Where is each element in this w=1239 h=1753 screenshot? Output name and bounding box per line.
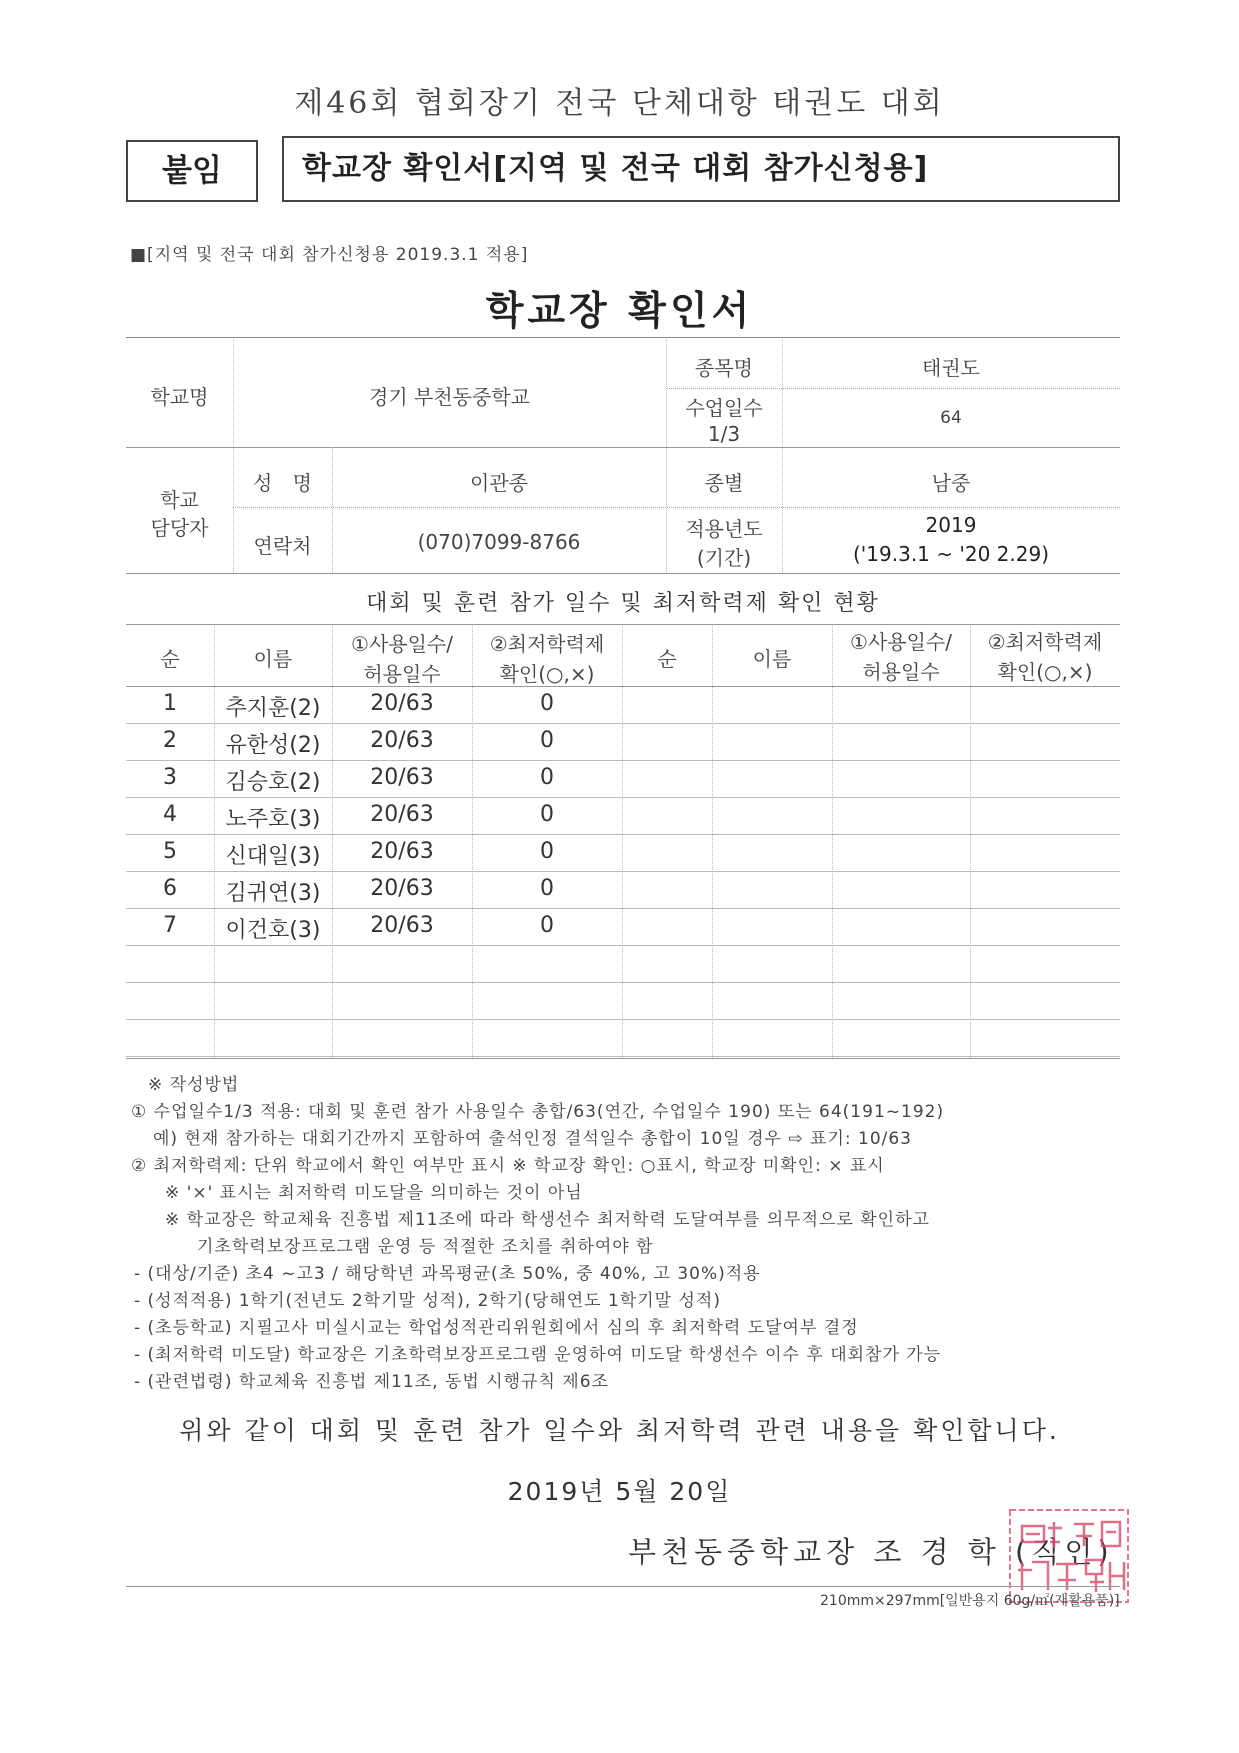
note-item: ※ '×' 표시는 최저학력 미도달을 의미하는 것이 아님 [165,1183,583,1203]
notice: ■[지역 및 전국 대회 참가신청용 2019.3.1 적용] [130,245,529,265]
year-label: 적용년도 [685,517,763,541]
table-divider [712,624,713,1058]
header-days-right: ①사용일수/ [850,630,952,654]
school-label: 학교명 [150,385,209,409]
note-item: - (대상/기준) 초4 ~고3 / 해당학년 과목평균(초 50%, 중 40%, 고 30%)적용 [134,1264,761,1284]
row-name: 추지훈(2) [225,696,321,721]
row-check: 0 [540,691,554,716]
header-days: ①사용일수/ [351,632,453,656]
date: 2019년 5월 20일 [507,1477,732,1506]
row-days: 20/63 [370,839,434,864]
row-check: 0 [540,876,554,901]
header-min-right: ②최저학력제 [987,630,1103,654]
sport-value: 태권도 [922,356,980,380]
contact-value: (070)7099-8766 [417,530,581,554]
person-name-value: 이관종 [470,471,528,495]
info-bottom-line [126,573,1120,574]
row-check: 0 [540,728,554,753]
row-days: 20/63 [370,802,434,827]
row-check: 0 [540,802,554,827]
row-no: 2 [163,728,177,753]
header-min: ②최저학력제 [489,632,605,656]
table-divider [970,624,971,1058]
header-name-right: 이름 [752,647,792,671]
note-item: - (성적적용) 1학기(전년도 2학기말 성적), 2학기(당해연도 1학기말 성적) [134,1291,721,1311]
year-period: ('19.3.1 ~ '20 2.29) [852,542,1050,566]
header-min-right-2: 확인(○,×) [997,660,1093,684]
row-check: 0 [540,913,554,938]
info-line [666,388,1120,389]
row-check: 0 [540,839,554,864]
days-value: 64 [940,408,962,428]
signature: 부천동중학교장 조 경 학 (직인) [628,1535,1114,1569]
header-no: 순 [160,647,180,671]
category-label: 종별 [704,471,744,495]
row-name: 신대일(3) [225,844,321,869]
manager-label-2: 담당자 [150,516,209,540]
row-days: 20/63 [370,728,434,753]
row-name: 노주호(3) [225,807,321,832]
row-name: 김승호(2) [225,770,321,795]
sport-label: 종목명 [695,356,753,380]
row-check: 0 [540,765,554,790]
row-name: 김귀연(3) [225,881,321,906]
info-line [233,507,1120,508]
header-days-2: 허용일수 [363,662,441,686]
note-item: - (관련법령) 학교체육 진흥법 제11조, 동법 시행규칙 제6조 [134,1372,609,1392]
row-no: 3 [163,765,177,790]
info-line [126,447,1120,448]
row-no: 5 [163,839,177,864]
row-no: 1 [163,691,177,716]
row-no: 4 [163,802,177,827]
category-value: 남중 [931,471,971,495]
header-name: 이름 [253,647,293,671]
footer-paper-spec: 210mm×297mm[일반용지 60g/㎡(재활용품)] [820,1593,1120,1609]
year-label-2: (기간) [696,546,752,570]
note-item: 기초학력보장프로그램 운영 등 적절한 조치를 취하여야 함 [197,1237,654,1257]
header-min-2: 확인(○,×) [499,662,595,686]
row-days: 20/63 [370,913,434,938]
section-title: 대회 및 훈련 참가 일수 및 최저학력제 확인 현황 [366,591,880,616]
doc-header-box [282,136,1120,202]
header-no-right: 순 [657,647,677,671]
doc-header: 학교장 확인서[지역 및 전국 대회 참가신청용] [302,151,929,186]
info-top-line [126,337,1120,338]
attach-label-box [126,140,258,202]
person-name-label: 성 명 [253,471,312,495]
note-item: ① 수업일수1/3 적용: 대회 및 훈련 참가 사용일수 총합/63(연간, 수업일수 190) 또는 64(191~192) [131,1102,945,1122]
row-name: 유한성(2) [225,733,321,758]
table-divider [622,624,623,1058]
confirm-text: 위와 같이 대회 및 훈련 참가 일수와 최저학력 관련 내용을 확인합니다. [179,1416,1060,1445]
info-divider [332,447,333,573]
row-days: 20/63 [370,876,434,901]
row-no: 7 [163,913,177,938]
row-days: 20/63 [370,691,434,716]
row-name: 이건호(3) [225,918,321,943]
days-label-fraction: 1/3 [707,422,741,446]
contact-label: 연락처 [253,534,312,558]
doc-title: 학교장 확인서 [485,289,754,334]
days-label: 수업일수 [685,396,763,420]
note-item: ※ 학교장은 학교체육 진흥법 제11조에 따라 학생선수 최저학력 도달여부를 의무적으로 확인하고 [165,1210,930,1230]
attach-label: 붙임 [162,153,222,189]
note-item: - (최저학력 미도달) 학교장은 기초학력보장프로그램 운영하여 미도달 학생선수 이수 후 대회참가 가능 [134,1345,942,1365]
table-divider [832,624,833,1058]
header-days-right-2: 허용일수 [862,660,940,684]
table-bottom-line [126,1058,1120,1059]
school-name: 경기 부천동중학교 [369,385,530,409]
note-item: ② 최저학력제: 단위 학교에서 확인 여부만 표시 ※ 학교장 확인: ○표시, 학교장 미확인: × 표시 [131,1156,885,1176]
note-item: - (초등학교) 지필고사 미실시교는 학업성적관리위원회에서 심의 후 최저학력 도달여부 결정 [134,1318,859,1338]
footer-line [126,1586,1120,1587]
event-title: 제46회 협회장기 전국 단체대항 태권도 대회 [294,86,945,121]
row-no: 6 [163,876,177,901]
note-item: 예) 현재 참가하는 대회기간까지 포함하여 출석인정 결석일수 총합이 10일 경우 ⇨ 표기: 10/63 [153,1129,912,1149]
note-heading: ※ 작성방법 [148,1075,240,1095]
year-value: 2019 [925,513,977,537]
row-days: 20/63 [370,765,434,790]
manager-label: 학교 [160,488,199,512]
